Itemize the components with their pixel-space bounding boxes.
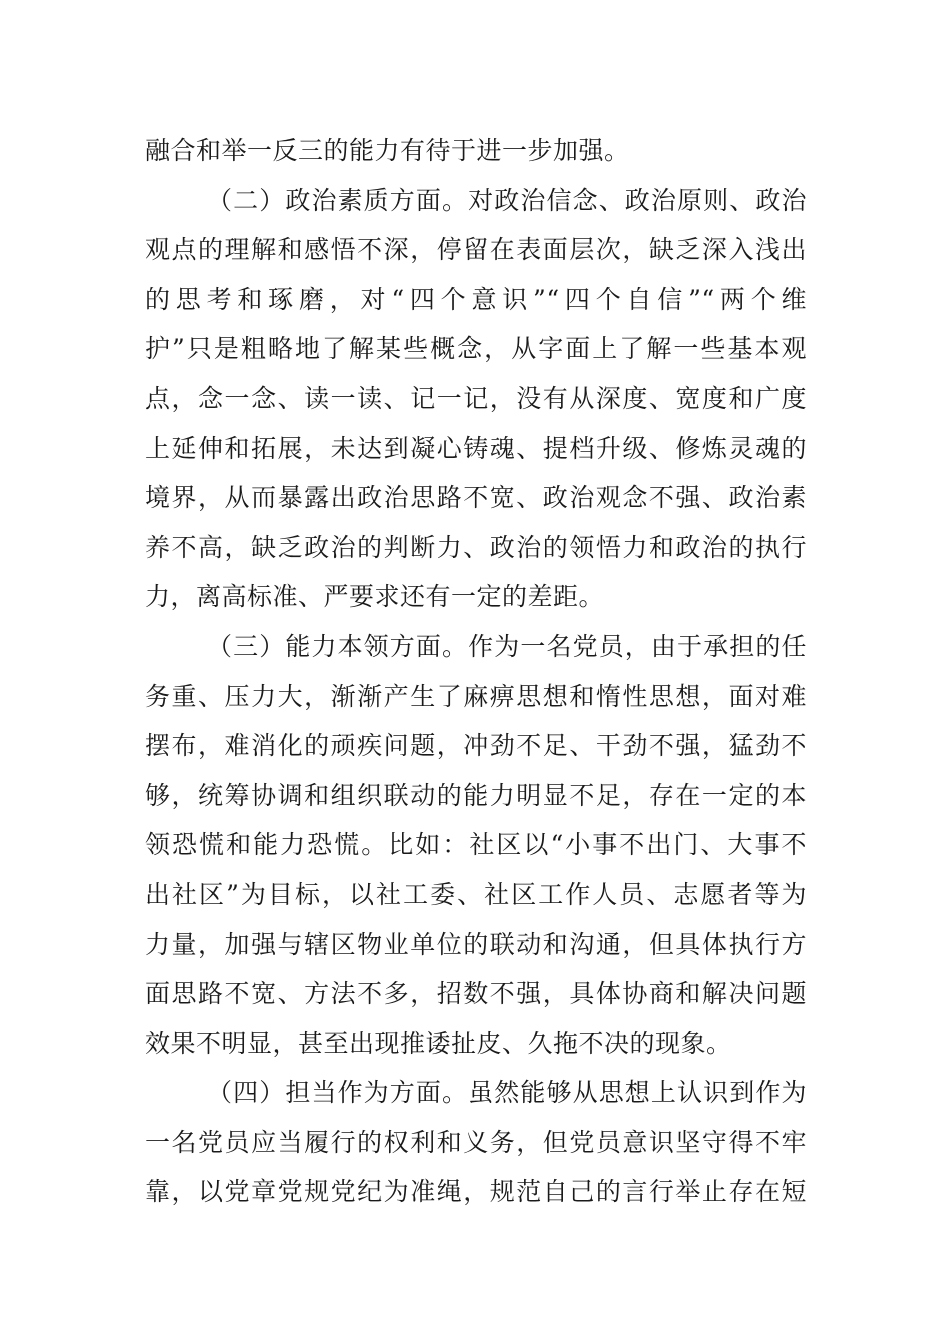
text-line: 融合和举一反三的能力有待于进一步加强。 <box>145 136 630 165</box>
text-line: 够，统筹协调和组织联动的能力明显不足，存在一定的本 <box>145 780 807 810</box>
text-line: 效果不明显，甚至出现推诿扯皮、久拖不决的现象。 <box>145 1028 732 1058</box>
text-line: 力，离高标准、严要求还有一定的差距。 <box>145 582 605 612</box>
text-line: 靠，以党章党规党纪为准绳，规范自己的言行举止存在短 <box>145 1177 807 1207</box>
text-line: 领恐慌和能力恐慌。比如：社区以“小事不出门、大事不 <box>145 830 807 860</box>
section-heading-line: （三）能力本领方面。作为一名党员，由于承担的任 <box>207 631 807 661</box>
text-line: 护”只是粗略地了解某些概念，从字面上了解一些基本观 <box>145 334 807 364</box>
text-line: 摆布，难消化的顽疾问题，冲劲不足、干劲不强，猛劲不 <box>145 731 807 761</box>
text-line: 的思考和琢磨，对“四个意识”“四个自信”“两个维 <box>145 284 807 314</box>
text-line: 力量，加强与辖区物业单位的联动和沟通，但具体执行方 <box>145 929 807 959</box>
text-line: 上延伸和拓展，未达到凝心铸魂、提档升级、修炼灵魂的 <box>145 433 807 463</box>
text-line: 境界，从而暴露出政治思路不宽、政治观念不强、政治素 <box>145 483 807 513</box>
body-text <box>145 126 807 1217</box>
text-line: 务重、压力大，渐渐产生了麻痹思想和惰性思想，面对难 <box>145 681 807 711</box>
text-line: 养不高，缺乏政治的判断力、政治的领悟力和政治的执行 <box>145 532 807 562</box>
text-line: 面思路不宽、方法不多，招数不强，具体协商和解决问题 <box>145 979 807 1009</box>
text-line: 一名党员应当履行的权利和义务，但党员意识坚守得不牢 <box>145 1127 807 1157</box>
text-line: 点，念一念、读一读、记一记，没有从深度、宽度和广度 <box>145 383 807 413</box>
section-heading-line: （四）担当作为方面。虽然能够从思想上认识到作为 <box>207 1078 807 1108</box>
section-heading-line: （二）政治素质方面。对政治信念、政治原则、政治 <box>207 185 807 215</box>
text-line: 出社区”为目标，以社工委、社区工作人员、志愿者等为 <box>145 879 807 909</box>
text-line: 观点的理解和感悟不深，停留在表面层次，缺乏深入浅出 <box>145 235 807 265</box>
